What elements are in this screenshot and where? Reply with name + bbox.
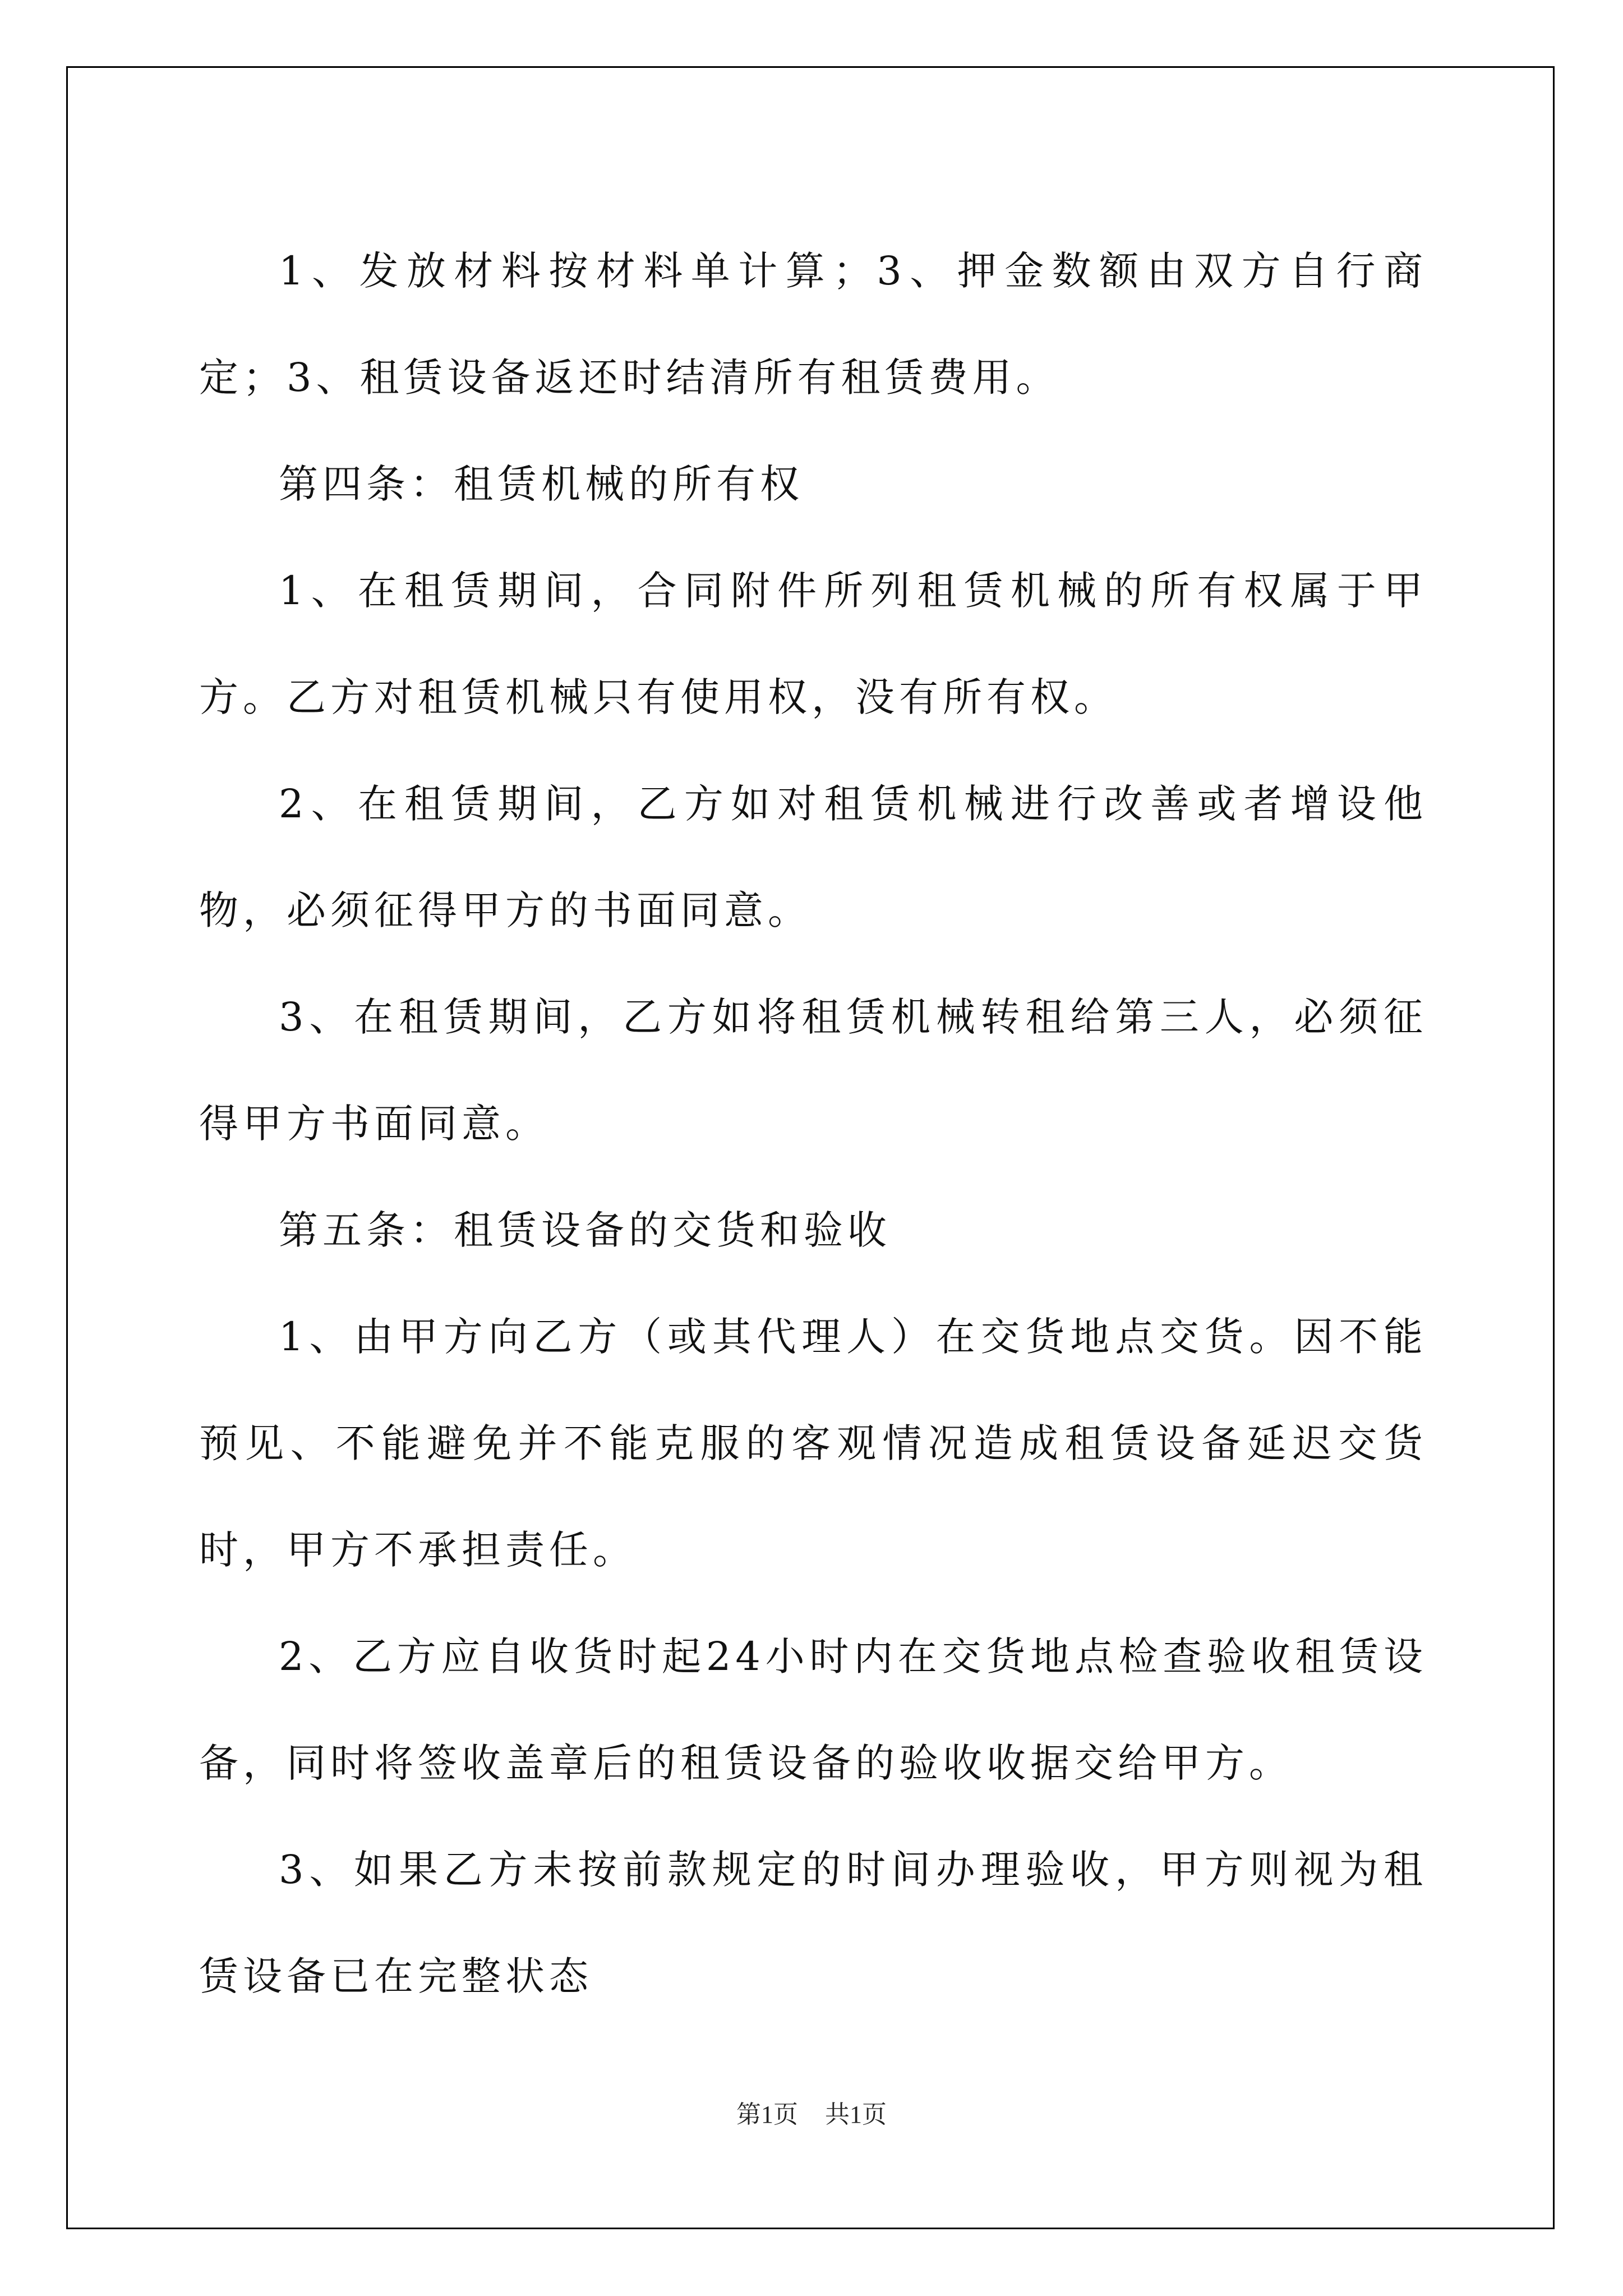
document-body (199, 218, 1427, 2030)
heading-article-four: 第四条：租赁机械的所有权 (279, 461, 804, 507)
page-footer (0, 2098, 1623, 2132)
page-count: 共1页 (825, 2101, 887, 2128)
paragraph-ownership-1: 1、在租赁期间，合同附件所列租赁机械的所有权属于甲方。乙方对租赁机械只有使用权，没有所有权。 (199, 568, 1427, 720)
paragraph-delivery-3: 3、如果乙方未按前款规定的时间办理验收，甲方则视为租赁设备已在完整状态 (199, 1847, 1427, 1999)
paragraph-delivery-1: 1、由甲方向乙方（或其代理人）在交货地点交货。因不能预见、不能避免并不能克服的客观情况造成租赁设备延迟交货时，甲方不承担责任。 (199, 1314, 1427, 1573)
paragraph-return-payment: 1、发放材料按材料单计算；3、押金数额由双方自行商定；3、租赁设备返还时结清所有租赁费用。 (199, 248, 1427, 401)
paragraph-ownership-3: 3、在租赁期间，乙方如将租赁机械转租给第三人，必须征得甲方书面同意。 (199, 994, 1427, 1147)
page-number: 第1页 (736, 2101, 798, 2128)
paragraph-delivery-2: 2、乙方应自收货时起24小时内在交货地点检查验收租赁设备，同时将签收盖章后的租赁设备的验收收据交给甲方。 (199, 1634, 1427, 1786)
heading-article-five: 第五条：租赁设备的交货和验收 (279, 1207, 891, 1253)
paragraph-ownership-2: 2、在租赁期间，乙方如对租赁机械进行改善或者增设他物，必须征得甲方的书面同意。 (199, 781, 1427, 933)
